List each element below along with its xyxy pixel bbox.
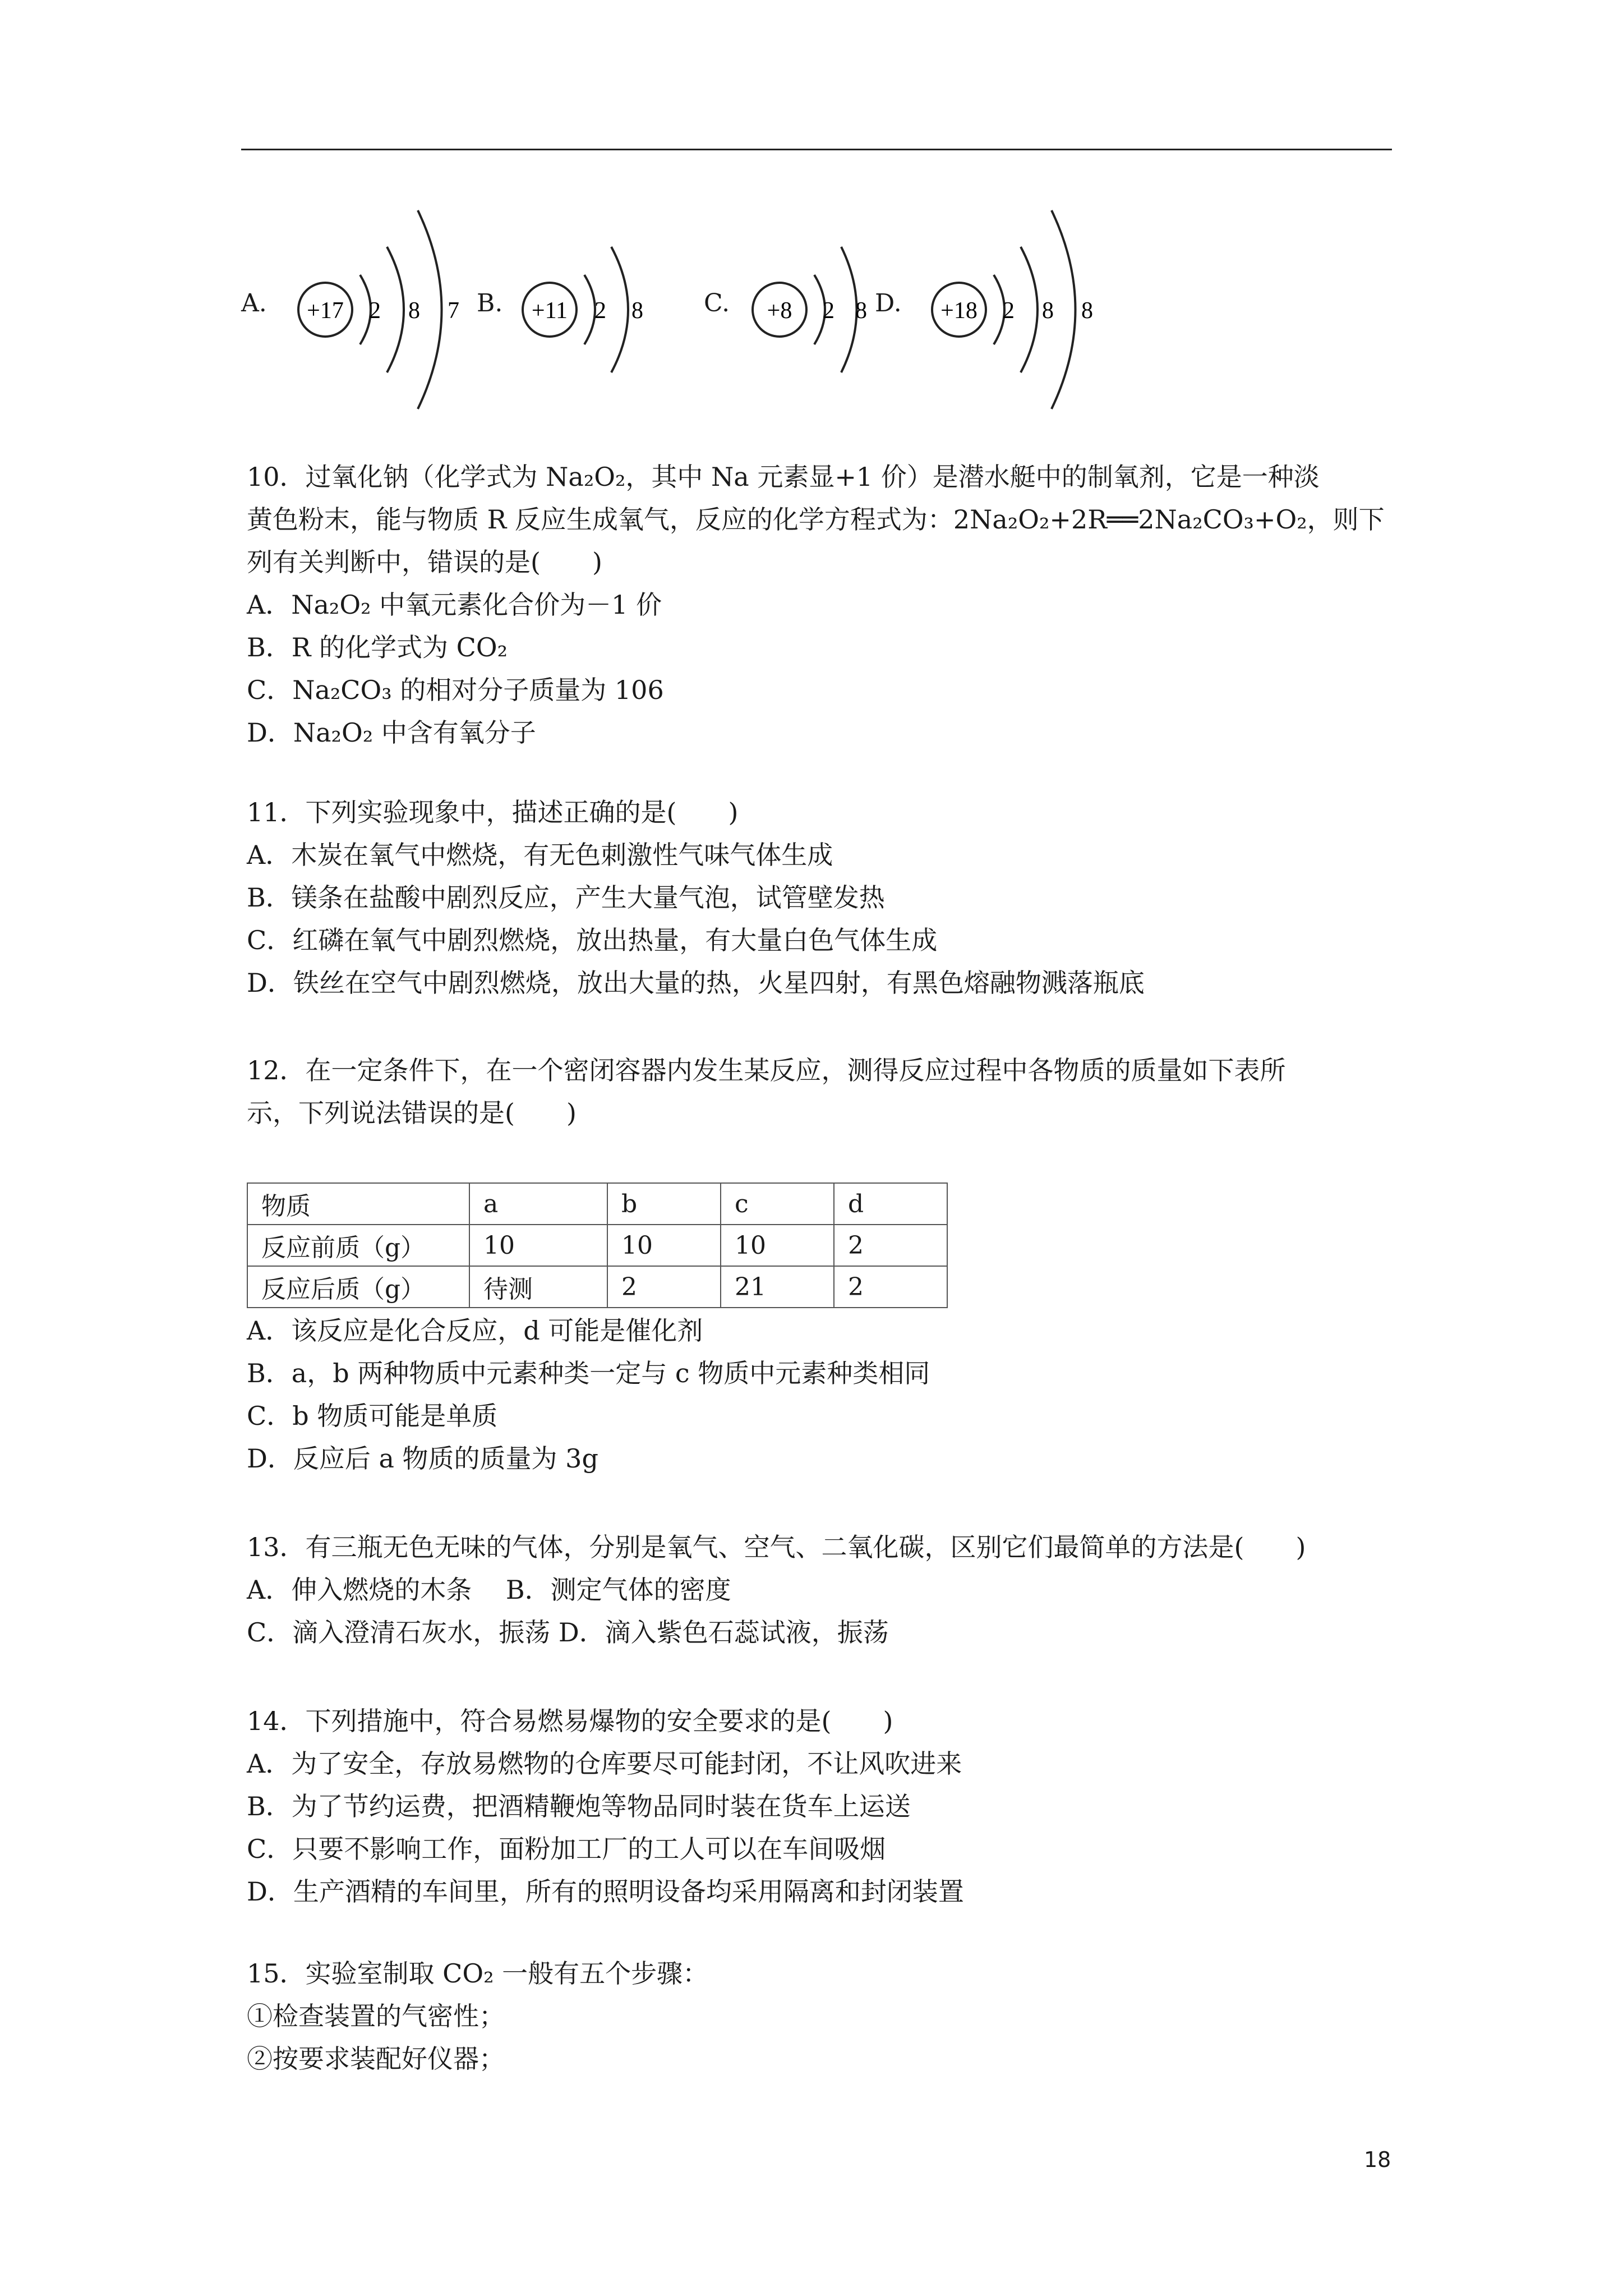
table-cell: 反应后质（g） [247,1266,469,1308]
table-cell: 待测 [469,1266,607,1308]
question-stem: 示，下列说法错误的是( ) [247,1098,577,1128]
option-ab: A．伸入燃烧的木条 B．测定气体的密度 [247,1575,731,1605]
nucleus-charge: +8 [767,298,792,324]
question-stem: 15．实验室制取 CO₂ 一般有五个步骤： [247,1958,709,1989]
table-cell: 10 [721,1225,834,1266]
table-row [247,1225,947,1266]
shell-electrons: 2 [369,298,381,324]
question-12-options [247,1309,1402,1480]
question-11 [247,791,1402,1004]
question-stem: 12．在一定条件下，在一个密闭容器内发生某反应，测得反应过程中各物质的质量如下表所 [247,1055,1286,1085]
nucleus-charge: +17 [307,298,344,324]
shell-electrons: 8 [855,298,867,324]
shell-electrons: 7 [448,298,459,324]
table-row [247,1183,947,1225]
option-a: A．该反应是化合反应，d 可能是催化剂 [247,1315,703,1346]
option-a: A．为了安全，存放易燃物的仓库要尽可能封闭，不让风吹进来 [247,1749,962,1779]
shell-electrons: 8 [408,298,420,324]
option-a: A．木炭在氧气中燃烧，有无色刺激性气味气体生成 [247,840,833,870]
question-14 [247,1700,1402,1913]
question-12 [247,1049,1402,1134]
atom-diagram-b [477,202,662,409]
option-c: C．红磷在氧气中剧烈燃烧，放出热量，有大量白色气体生成 [247,925,938,955]
question-15 [247,1952,1402,2080]
option-d: D．反应后 a 物质的质量为 3g [247,1443,598,1474]
option-letter: D. [875,289,902,318]
option-cd: C．滴入澄清石灰水，振荡 D．滴入紫色石蕊试液，振荡 [247,1617,889,1648]
option-a: A．Na₂O₂ 中氧元素化合价为－1 价 [247,590,662,620]
atom-diagram-a [241,202,477,409]
shell-electrons: 2 [823,298,834,324]
table-cell: a [469,1183,607,1225]
shell-electrons: 2 [1003,298,1015,324]
question-13 [247,1526,1402,1654]
option-letter: A. [241,289,267,318]
table-cell: 10 [607,1225,721,1266]
table-cell: d [834,1183,947,1225]
option-b: B．R 的化学式为 CO₂ [247,632,508,662]
option-d: D．铁丝在空气中剧烈燃烧，放出大量的热，火星四射，有黑色熔融物溅落瓶底 [247,968,1145,998]
mass-table [247,1182,948,1308]
option-letter: C. [704,289,730,318]
step-1: ①检查装置的气密性； [247,2001,505,2031]
shell-electrons: 8 [631,298,643,324]
table-row [247,1266,947,1308]
option-b: B．为了节约运费，把酒精鞭炮等物品同时装在货车上运送 [247,1791,911,1821]
table-cell: 2 [834,1266,947,1308]
option-d: D．生产酒精的车间里，所有的照明设备均采用隔离和封闭装置 [247,1876,964,1907]
header-rule [241,149,1392,150]
page-number: 18 [1364,2147,1391,2172]
option-d: D．Na₂O₂ 中含有氧分子 [247,717,536,748]
shell-electrons: 8 [1042,298,1054,324]
question-10 [247,455,1402,754]
table-cell: 2 [834,1225,947,1266]
option-c: C．只要不影响工作，面粉加工厂的工人可以在车间吸烟 [247,1834,886,1864]
table-cell: b [607,1183,721,1225]
option-letter: B. [477,289,503,318]
table-cell: 2 [607,1266,721,1308]
table-cell: c [721,1183,834,1225]
shell-electrons: 2 [594,298,606,324]
question-stem: 列有关判断中，错误的是( ) [247,547,602,577]
option-b: B．镁条在盐酸中剧烈反应，产生大量气泡，试管壁发热 [247,882,885,913]
question-stem: 13．有三瓶无色无味的气体，分别是氧气、空气、二氧化碳，区别它们最简单的方法是( ) [247,1532,1306,1562]
nucleus-charge: +18 [940,298,978,324]
question-stem: 11．下列实验现象中，描述正确的是( ) [247,797,739,827]
nucleus-charge: +11 [531,298,568,324]
atom-diagram-c [704,202,872,409]
atom-diagram-d [875,202,1110,409]
atom-diagrams [241,202,1419,409]
question-stem: 黄色粉末，能与物质 R 反应生成氧气，反应的化学方程式为：2Na₂O₂+2R══2Na₂CO₃+O₂，则下 [247,504,1385,535]
option-b: B．a，b 两种物质中元素种类一定与 c 物质中元素种类相同 [247,1358,930,1388]
table-cell: 10 [469,1225,607,1266]
option-c: C．b 物质可能是单质 [247,1401,498,1431]
shell-electrons: 8 [1081,298,1093,324]
table-cell: 物质 [247,1183,469,1225]
question-stem: 10．过氧化钠（化学式为 Na₂O₂，其中 Na 元素显+1 价）是潜水艇中的制氧剂，它是一种淡 [247,462,1320,492]
step-2: ②按要求装配好仪器； [247,2044,505,2074]
option-c: C．Na₂CO₃ 的相对分子质量为 106 [247,675,664,705]
question-stem: 14．下列措施中，符合易燃易爆物的安全要求的是( ) [247,1706,893,1736]
table-cell: 21 [721,1266,834,1308]
table-cell: 反应前质（g） [247,1225,469,1266]
